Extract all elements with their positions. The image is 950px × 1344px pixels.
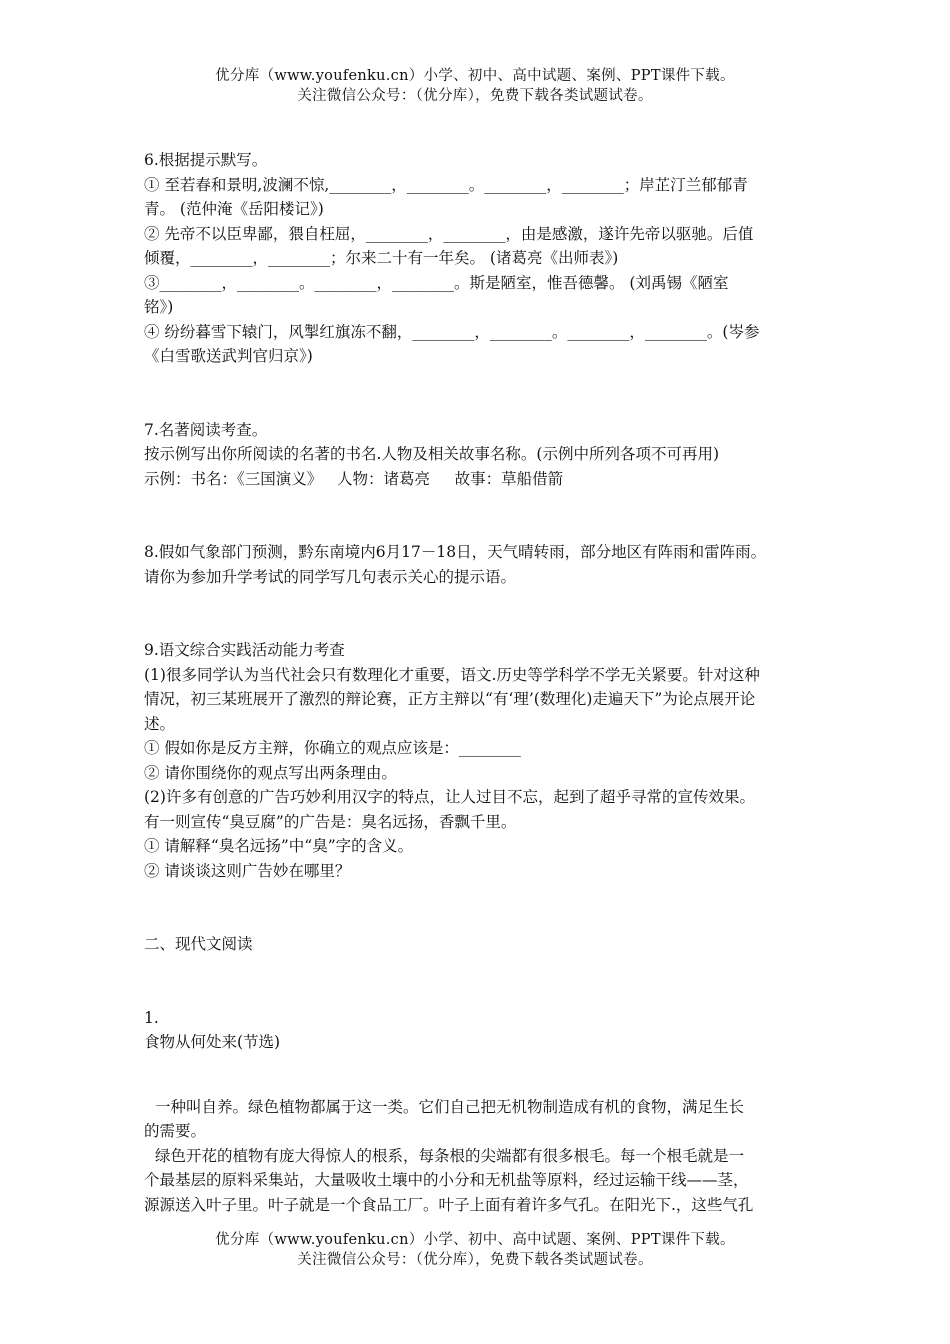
q7-title: 7.名著阅读考查。 <box>144 420 268 439</box>
q7-line-1: 按示例写出你所阅读的名著的书名.人物及相关故事名称。(示例中所列各项不可再用) <box>144 445 720 463</box>
q6-item-1-line-1: ① 至若春和景明,波澜不惊,________，________。________，________；岸芷汀兰郁郁青 <box>144 175 748 194</box>
q9-part-1-question-1: ① 假如你是反方主辩，你确立的观点应该是：________ <box>144 739 521 757</box>
passage-para-2-line-1: 绿色开花的植物有庞大得惊人的根系，每条根的尖端都有很多根毛。每一个根毛就是一 <box>155 1146 745 1165</box>
q9-part-1-question-2: ② 请你围绕你的观点写出两条理由。 <box>144 763 397 782</box>
page-footer <box>0 1230 950 1270</box>
question-9 <box>144 638 816 883</box>
reading-passage <box>144 1006 816 1218</box>
header-line-1: 优分库（www.youfenku.cn）小学、初中、高中试题、案例、PPT课件下载。 <box>215 68 735 84</box>
question-8 <box>144 540 816 589</box>
section-title: 二、现代文阅读 <box>144 935 253 953</box>
q6-item-2-line-1: ② 先帝不以臣卑鄙，猥自枉屈，________，________，由是感激，遂许先帝以驱驰。后值 <box>144 224 754 243</box>
q9-part-2-line-2: 有一则宣传“臭豆腐”的广告是：臭名远扬，香飘千里。 <box>144 812 517 831</box>
q6-item-1-line-2: 青。 (范仲淹《岳阳楼记》) <box>144 200 324 218</box>
passage-number: 1. <box>144 1008 159 1027</box>
q6-item-3-line-1: ③________，________。________，________。斯是陋室，惟吾德馨。 (刘禹锡《陋室 <box>144 273 729 292</box>
question-7 <box>144 418 816 492</box>
footer-line-1: 优分库（www.youfenku.cn）小学、初中、高中试题、案例、PPT课件下载。 <box>215 1232 735 1248</box>
q9-part-1-line-3: 述。 <box>144 714 176 733</box>
question-6 <box>144 148 816 369</box>
q6-item-4-line-2: 《白雪歌送武判官归京》) <box>144 347 313 365</box>
passage-title: 食物从何处来(节选) <box>144 1033 281 1051</box>
passage-para-2-line-3: 源源送入叶子里。叶子就是一个食品工厂。叶子上面有着许多气孔。在阳光下.，这些气孔 <box>144 1195 754 1214</box>
q9-title: 9.语文综合实践活动能力考查 <box>144 641 345 659</box>
q6-title: 6.根据提示默写。 <box>144 151 268 169</box>
passage-para-1-line-2: 的需要。 <box>144 1122 207 1140</box>
q9-part-1-line-1: (1)很多同学认为当代社会只有数理化才重要，语文.历史等学科学不学无关紧要。针对这种 <box>144 665 760 684</box>
q7-example: 示例：书名：《三国演义》 人物：诸葛亮 故事：草船借箭 <box>144 469 564 488</box>
passage-para-2-line-2: 个最基层的原料采集站，大量吸收土壤中的小分和无机盐等原料，经过运输干线——茎， <box>144 1171 749 1189</box>
q6-item-4-line-1: ④ 纷纷暮雪下辕门，风掣红旗冻不翻，________，________。________，________。(岑参 <box>144 322 760 341</box>
q9-part-2-line-1: (2)许多有创意的广告巧妙利用汉字的特点，让人过目不忘，起到了超乎寻常的宣传效果。 <box>144 788 755 806</box>
q9-part-1-line-2: 情况，初三某班展开了激烈的辩论赛，正方主辩以“有‘理’(数理化)走遍天下”为论点展开论 <box>144 690 756 708</box>
footer-line-2: 关注微信公众号：（优分库），免费下载各类试题试卷。 <box>297 1252 653 1268</box>
q8-line-1: 8.假如气象部门预测，黔东南境内6月17－18日，天气晴转雨，部分地区有阵雨和雷阵雨。 <box>144 543 767 561</box>
q9-part-2-question-1: ① 请解释“臭名远扬”中“臭”字的含义。 <box>144 837 414 855</box>
header-line-2: 关注微信公众号：（优分库），免费下载各类试题试卷。 <box>297 88 653 104</box>
document-body <box>144 148 816 1217</box>
passage-para-1-line-1: 一种叫自养。绿色植物都属于这一类。它们自己把无机物制造成有机的食物，满足生长 <box>155 1097 745 1116</box>
q8-line-2: 请你为参加升学考试的同学写几句表示关心的提示语。 <box>144 567 517 586</box>
q6-item-2-line-2: 倾覆，________，________；尔来二十有一年矣。 (诸葛亮《出师表》) <box>144 249 619 267</box>
q9-part-2-question-2: ② 请谈谈这则广告妙在哪里？ <box>144 861 351 880</box>
q6-item-3-line-2: 铭》) <box>144 298 174 316</box>
page-header <box>0 66 950 106</box>
